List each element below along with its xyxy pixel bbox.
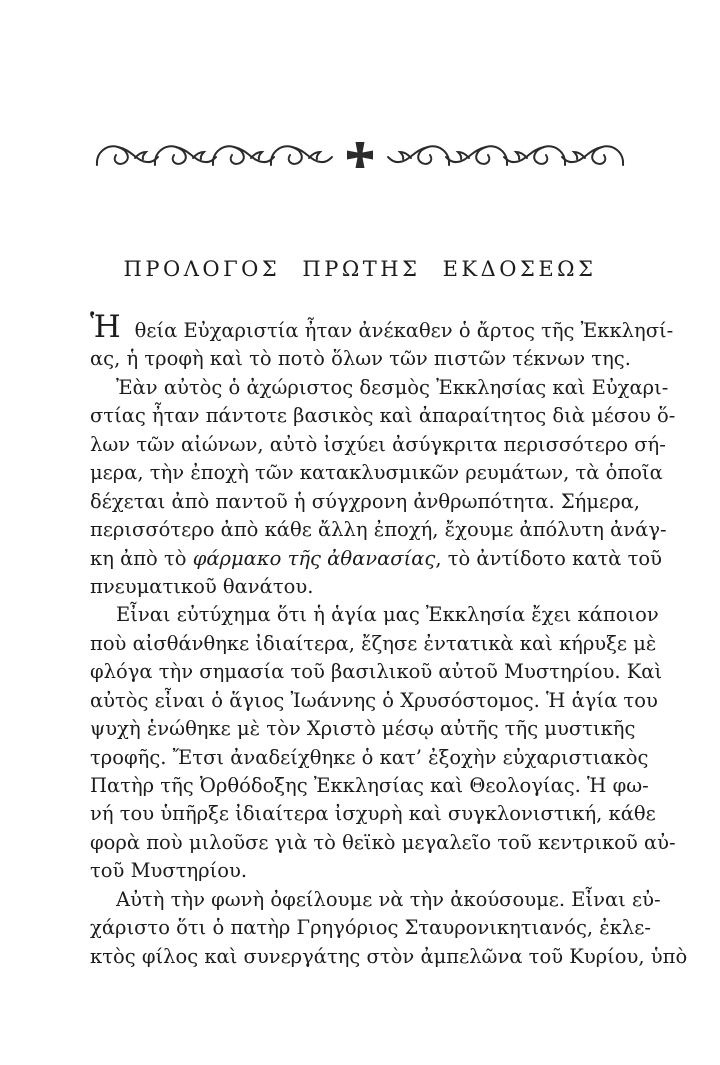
text-line	[90, 345, 631, 373]
text-line	[90, 772, 649, 800]
text-line	[90, 886, 661, 914]
ornament-band	[95, 138, 625, 174]
text-line	[90, 630, 657, 658]
text-segment: φλόγα τὴν σημασία τοῦ βασιλικοῦ αὐτοῦ Μυστηρίου. Καὶ	[90, 660, 663, 684]
right-scroll	[388, 146, 623, 165]
text-line	[90, 402, 676, 430]
paragraph	[90, 309, 674, 374]
text-segment: Ἐὰν αὐτὸς ὁ ἀχώριστος δεσμὸς Ἐκκλησίας καὶ Εὐχαρι-	[116, 375, 669, 399]
text-line	[90, 488, 640, 516]
text-segment: κτὸς φίλος καὶ συνεργάτης στὸν ἀμπελῶνα τοῦ Κυρίου, ὑπὸ	[90, 944, 688, 968]
text-segment: ψυχὴ ἑνώθηκε μὲ τὸν Χριστὸ μέσῳ αὐτῆς τῆς μυστικῆς	[90, 717, 636, 741]
text-segment: Εἶναι εὐτύχημα ὅτι ἡ ἁγία μας Ἐκκλησία ἔχει κάποιον	[116, 603, 659, 627]
text-segment: Πατὴρ τῆς Ὀρθόδοξης Ἐκκλησίας καὶ Θεολογίας. Ἡ φω-	[90, 774, 649, 797]
text-segment: τοῦ Μυστηρίου.	[90, 859, 248, 883]
text-segment: Αὐτὴ τὴν φωνὴ ὀφείλουμε νὰ τὴν ἀκούσουμε. Εἶναι εὐ-	[116, 887, 661, 911]
text-line	[90, 914, 651, 942]
text-line	[90, 943, 688, 971]
body-text	[90, 309, 688, 971]
text-line	[90, 573, 628, 601]
text-line	[90, 309, 674, 345]
emphasized-text: φάρμακο τῆς ἀθανασίας	[192, 546, 436, 570]
text-line	[90, 744, 649, 772]
text-segment: αὐτὸς εἶναι ὁ ἅγιος Ἰωάννης ὁ Χρυσόστομος. Ἡ ἁγία του	[90, 688, 658, 712]
cross-pattee-icon	[347, 142, 373, 168]
text-line	[90, 431, 666, 459]
text-line	[90, 545, 662, 573]
text-line	[90, 516, 667, 544]
text-segment: κη ἀπὸ τὸ	[90, 546, 193, 570]
text-segment: , τὸ ἀντίδοτο κατὰ τοῦ	[435, 546, 662, 570]
text-line	[90, 374, 669, 402]
text-segment: ποὺ αἰσθάνθηκε ἰδιαίτερα, ἔζησε ἐντατικὰ καὶ κήρυξε μὲ	[90, 631, 657, 655]
text-line	[90, 715, 636, 743]
text-segment: μερα, τὴν ἐποχὴ τῶν κατακλυσμικῶν ρευμάτων, τὰ ὁποῖα	[90, 461, 663, 485]
text-line	[90, 829, 676, 857]
text-segment: πνευματικοῦ θανάτου.	[90, 574, 314, 598]
text-segment: δέχεται ἀπὸ παντοῦ ἡ σύγχρονη ἀνθρωπότητα. Σήμερα,	[90, 489, 640, 513]
paragraph-initial: Ἡ	[90, 309, 135, 345]
text-line	[90, 857, 628, 885]
text-line	[90, 687, 658, 715]
text-segment: φορὰ ποὺ μιλοῦσε γιὰ τὸ θεϊκὸ μεγαλεῖο τοῦ κεντρικοῦ αὐ-	[90, 830, 676, 854]
text-segment: στίας ἦταν πάντοτε βασικὸς καὶ ἀπαραίτητος διὰ μέσου ὅ-	[90, 404, 676, 428]
text-segment: χάριστο ὅτι ὁ πατὴρ Γρηγόριος Σταυρονικητιανός, ἐκλε-	[90, 916, 651, 940]
left-scroll	[97, 146, 332, 165]
text-segment: νή του ὑπῆρξε ἰδιαίτερα ἰσχυρὴ καὶ συγκλονιστική, κάθε	[90, 802, 656, 826]
page-title: ΠΡΟΛΟΓΟΣ ΠΡΩΤΗΣ ΕΚΔΟΣΕΩΣ	[123, 257, 597, 281]
text-line	[90, 800, 656, 828]
paragraph	[90, 886, 688, 971]
text-segment: τροφῆς. Ἔτσι ἀναδείχθηκε ὁ κατ’ ἐξοχὴν εὐχαριστιακὸς	[90, 745, 649, 769]
text-line	[90, 658, 663, 686]
text-line	[90, 459, 663, 487]
paragraph	[90, 374, 676, 602]
text-segment: θεία Εὐχαριστία ἦταν ἀνέκαθεν ὁ ἄρτος τῆς Ἐκκλησί-	[134, 319, 674, 342]
paragraph	[90, 601, 676, 885]
text-line	[90, 601, 659, 629]
text-segment: περισσότερο ἀπὸ κάθε ἄλλη ἐποχή, ἔχουμε ἀπόλυτη ἀνάγ-	[90, 518, 667, 542]
text-segment: λων τῶν αἰώνων, αὐτὸ ἰσχύει ἀσύγκριτα περισσότερο σή-	[90, 432, 666, 456]
text-segment: ας, ἡ τροφὴ καὶ τὸ ποτὸ ὅλων τῶν πιστῶν τέκνων της.	[90, 347, 631, 371]
